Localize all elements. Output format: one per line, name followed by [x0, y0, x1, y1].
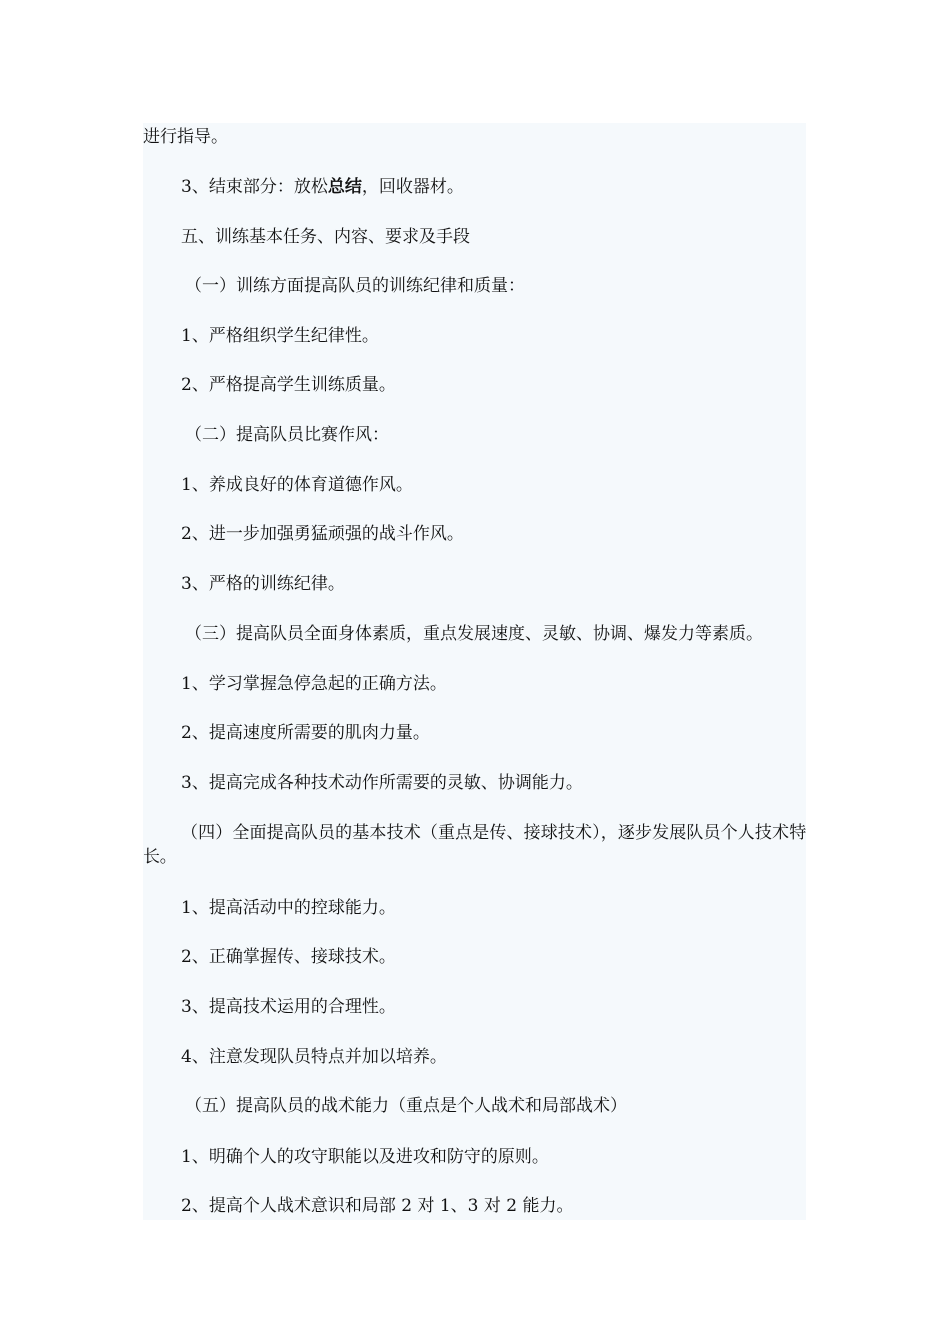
- subheading-two: （二）提高队员比赛作风：: [185, 425, 389, 445]
- subheading-four: （四）全面提高队员的基本技术（重点是传、接球技术），逐步发展队员个人技术特长。: [143, 823, 806, 867]
- list-item: 1、提高活动中的控球能力。: [181, 898, 396, 918]
- list-item: 2、严格提高学生训练质量。: [181, 375, 396, 395]
- paragraph-ending-part: [181, 175, 464, 199]
- list-item: 1、养成良好的体育道德作风。: [181, 475, 413, 495]
- list-item: 2、进一步加强勇猛顽强的战斗作风。: [181, 524, 464, 544]
- list-item: 2、提高个人战术意识和局部 2 对 1、3 对 2 能力。: [181, 1196, 574, 1216]
- section-heading-five: 五、训练基本任务、内容、要求及手段: [181, 227, 470, 247]
- list-item: 2、提高速度所需要的肌肉力量。: [181, 723, 430, 743]
- ending-part-prefix: 3、结束部分：放松: [181, 177, 328, 197]
- subheading-three: （三）提高队员全面身体素质，重点发展速度、灵敏、协调、爆发力等素质。: [185, 624, 763, 644]
- list-item: 3、提高完成各种技术动作所需要的灵敏、协调能力。: [181, 773, 583, 793]
- list-item: 1、明确个人的攻守职能以及进攻和防守的原则。: [181, 1147, 549, 1167]
- list-item: 2、正确掌握传、接球技术。: [181, 947, 396, 967]
- list-item: 3、严格的训练纪律。: [181, 574, 345, 594]
- subheading-one: （一）训练方面提高队员的训练纪律和质量：: [185, 276, 525, 296]
- list-item: 3、提高技术运用的合理性。: [181, 997, 396, 1017]
- list-item: 4、注意发现队员特点并加以培养。: [181, 1047, 447, 1067]
- list-item: 1、严格组织学生纪律性。: [181, 326, 379, 346]
- ending-part-summary: 总结: [327, 177, 362, 197]
- paragraph-guidance: 进行指导。: [143, 127, 228, 147]
- list-item: 1、学习掌握急停急起的正确方法。: [181, 674, 447, 694]
- subheading-five: （五）提高队员的战术能力（重点是个人战术和局部战术）: [185, 1096, 627, 1116]
- ending-part-suffix: ，回收器材。: [361, 177, 464, 197]
